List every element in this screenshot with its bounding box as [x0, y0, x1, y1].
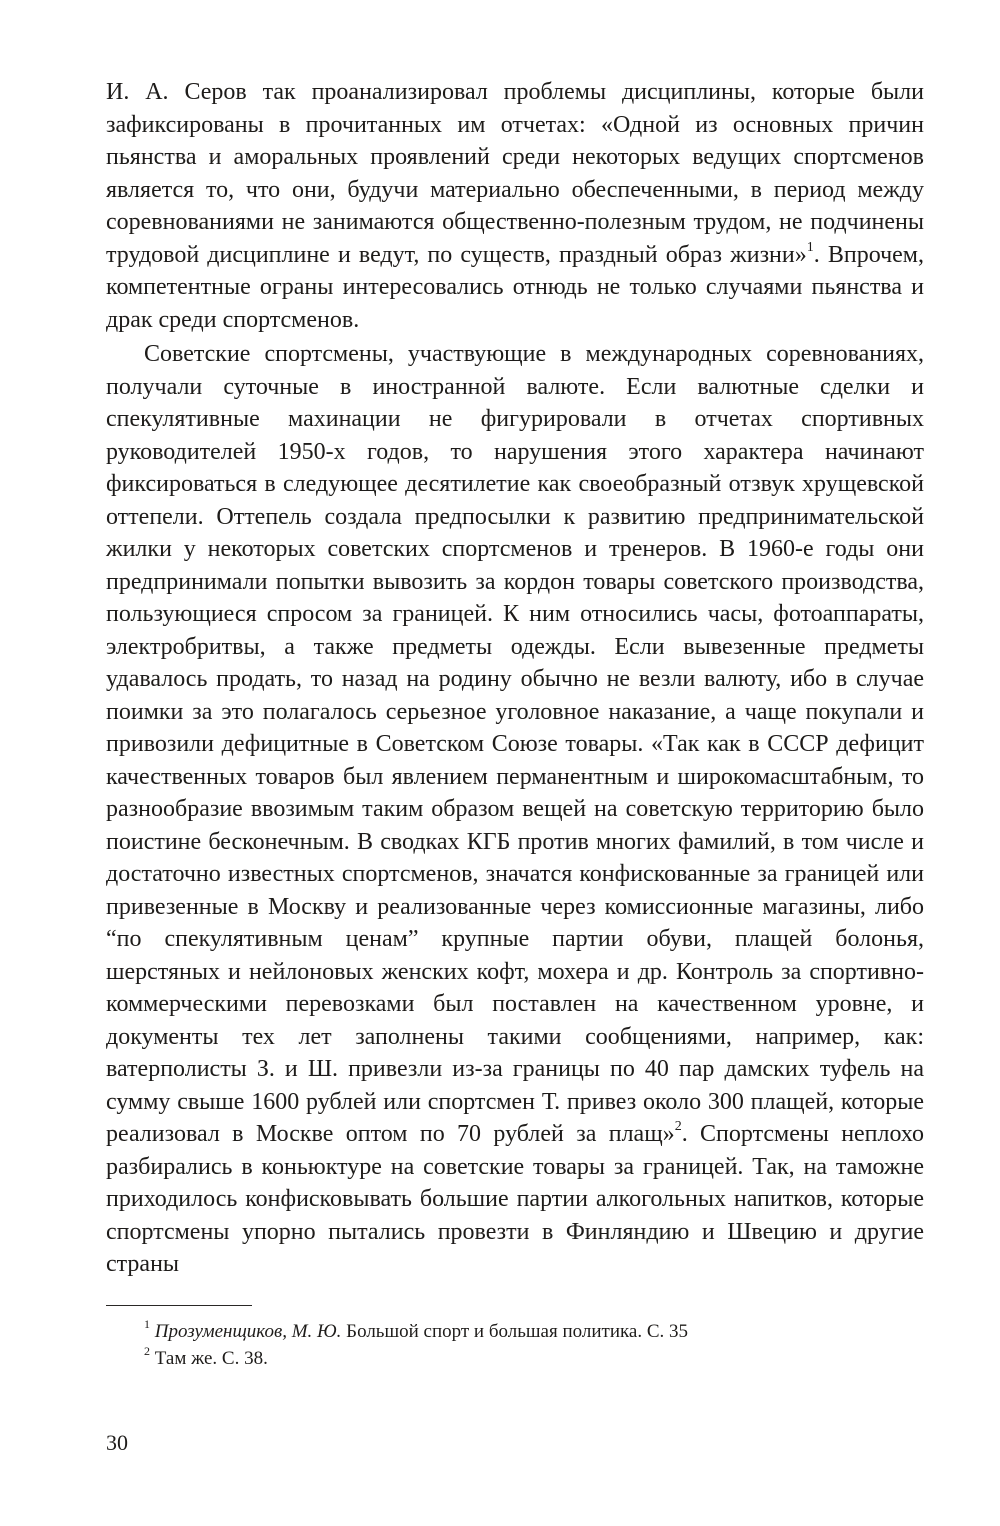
paragraph-2-text-cont: . Спортсмены неплохо разбирались в коньюктуре на советские товары за границей. Так, на таможне приходилось конфисковывать большие партии алкогольных напитков, которые спортсмены упорно пытались провезти в Финляндию и Швецию и другие страны	[106, 1121, 924, 1277]
footnote-1-number: 1	[144, 1317, 150, 1332]
footnote-1-author: Прозуменщиков, М. Ю.	[154, 1320, 342, 1342]
paragraph-2	[106, 338, 924, 1281]
paragraph-1	[106, 76, 924, 336]
page-number: 30	[106, 1430, 128, 1455]
footnote-1-text: Большой спорт и большая политика. С. 35	[341, 1320, 689, 1342]
footnote-2	[106, 1345, 924, 1372]
footnote-1	[106, 1318, 924, 1345]
footnote-2-text: Там же. С. 38.	[150, 1347, 268, 1369]
paragraph-1-text-cont: . Впрочем, компетентные ограны интересовались отнюдь не только случаями пьянства и драк среди спортсменов.	[106, 241, 924, 333]
paragraph-1-text: И. А. Серов так проанализировал проблемы дисциплины, которые были зафиксированы в прочитанных им отчетах: «Одной из основных причин пьянства и аморальных проявлений среди некоторых ведущих спортсменов является то, что они, будучи материально обеспеченными, в период между соревнованиями не занимаются общественно-полезным трудом, не подчинены трудовой дисциплине и ведут, по существ, праздный образ жизни»	[106, 79, 924, 268]
footnote-separator	[106, 1305, 252, 1306]
paragraph-2-text: Советские спортсмены, участвующие в международных соревнованиях, получали суточные в иностранной валюте. Если валютные сделки и спекулятивные махинации не фигурировали в отчетах спортивных руководителей 1950-х годов, то нарушения этого характера начинают фиксироваться в следующее десятилетие как своеобразный отзвук хрущевской оттепели. Оттепель создала предпосылки к развитию предпринимательской жилки у некоторых советских спортсменов и тренеров. В 1960-е годы они предпринимали попытки вывозить за кордон товары советского производства, пользующиеся спросом за границей. К ним относились часы, фотоаппараты, электробритвы, а также предметы одежды. Если вывезенные предметы удавалось продать, то назад на родину обычно не везли валюту, ибо в случае поимки за это полагалось серьезное уголовное наказание, а чаще покупали и привозили дефицитные в Советском Союзе товары. «Так как в СССР дефицит качественных товаров был явлением перманентным и широкомасштабным, то разнообразие ввозимым таким образом вещей на советскую территорию было поистине бесконечным. В сводках КГБ против многих фамилий, в том числе и достаточно известных спортсменов, значатся конфискованные за границей или привезенные в Москву и реализованные через комиссионные магазины, либо “по спекулятивным ценам” крупные партии обуви, плащей болонья, шерстяных и нейлоновых женских кофт, мохера и др. Контроль за спортивно-коммерческими перевозками был поставлен на качественном уровне, и документы тех лет заполнены такими сообщениями, например, как: ватерполисты З. и Ш. привезли из-за границы по 40 пар дамских туфель на сумму свыше 1600 рублей или спортсмен Т. привез около 300 плащей, которые реализовал в Москве оптом по 70 рублей за плащ»	[106, 341, 924, 1147]
page	[106, 76, 924, 1372]
body-text	[106, 76, 924, 1281]
footnote-ref-2: 2	[674, 1119, 682, 1134]
footnote-ref-1: 1	[806, 239, 814, 255]
footnote-2-number: 2	[144, 1344, 150, 1359]
footnotes	[106, 1318, 924, 1372]
